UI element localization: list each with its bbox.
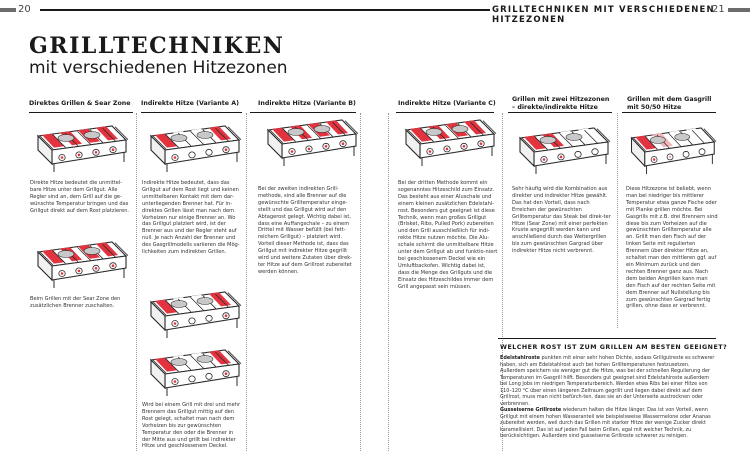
text-sear-zone: Beim Grillen mit der Sear Zone den zusätzlichen Brenner zuschalten. (30, 296, 121, 309)
grill-group (632, 128, 717, 174)
food-piece (566, 134, 582, 141)
info-box-label-2: Gusseiserne Grillroste (500, 407, 562, 413)
knob-indicator (463, 145, 466, 148)
control-knob (206, 373, 212, 379)
page-title: GRILLTECHNIKEN (29, 33, 285, 59)
grill-illustration-indirect-b (260, 112, 360, 170)
food-piece (58, 135, 74, 142)
control-knob (699, 149, 705, 155)
food-piece (650, 137, 665, 144)
knob-indicator (112, 264, 115, 267)
grill-illustration-fifty-fifty (624, 120, 718, 178)
column-rule-1 (29, 112, 133, 113)
grill-illustration-sear (30, 234, 130, 292)
food-piece (84, 132, 100, 139)
header-rule-left (0, 8, 16, 12)
header-rule-right (728, 8, 750, 12)
control-knob (189, 152, 195, 158)
food-piece (452, 126, 468, 133)
control-knob (575, 151, 581, 157)
text-direct: Direkte Hitze bedeutet die unmittel-bare Hitze unter dem Grillgut. Alle Regler sind an, dem Grill auf die ge-wünschte Temperatur bringen und das Grillgut direkt auf dem Rost platzieren. (30, 180, 130, 214)
knob-indicator (543, 158, 546, 161)
knob-indicator (480, 142, 483, 145)
knob-indicator (291, 150, 294, 153)
grill-group (268, 120, 358, 166)
column-separator (246, 113, 247, 451)
control-knob (206, 315, 212, 321)
knob-indicator (78, 270, 81, 273)
knob-indicator (308, 148, 311, 151)
info-box-body-2: wiederum halten die Hitze länger. Das ist von Vorteil, wenn Grillgut mit einem hohen Wasseranteil wie beispielsweise Wassermelone oder Ananas zubereitet werden, weil durch das Grillen mit starker Hitze der wenige Zucker direkt karamellisiert. Das ist auf jeden Fall beim Grillen, egal mit welcher Technik, zu berücksichtigen. Außerdem sind gusseiserne Grillroste schwerer zu reinigen. (500, 407, 711, 439)
page-number-right: 21 (712, 4, 725, 15)
food-piece (171, 359, 187, 366)
knob-indicator (78, 154, 81, 157)
page-header (0, 0, 750, 25)
food-piece (426, 129, 442, 136)
control-knob (189, 376, 195, 382)
grill-illustration-direct (30, 118, 130, 176)
knob-indicator (429, 150, 432, 153)
food-piece (314, 126, 330, 133)
info-box-text (500, 355, 716, 440)
text-fifty-fifty: Diese Hitzezone ist beliebt, wenn man bei niedriger bis mittlerer Temperatur etwa ganze Fische oder mit Planke grillen möchte. Bei Gasgrills mit z.B. drei Brennern sind diese bis zum Vorheizen auf die gewünschten Grilltemperatur alle an. Grillt man den Fisch auf der linken Seite mit regulierten Brennern über direkter Hitze an, schaltet man den mittleren ggf. auf ein Minimum zurück und den rechten Brenner ganz aus. Nach dem beiden Angrillen kann man den Fisch auf der rechten Seite mit dem Brenner auf Nullstellung bis zum gewünschten Gargrad fertig grillen, ohne dass er verbrennt. (626, 186, 718, 310)
knob-indicator (342, 142, 345, 145)
column-rule-6 (622, 112, 716, 113)
column-separator (136, 113, 137, 451)
knob-indicator (95, 151, 98, 154)
grill-group (38, 242, 128, 288)
column-separator (360, 113, 361, 451)
page-subtitle: mit verschiedenen Hitzezonen (29, 58, 288, 78)
control-knob (189, 318, 195, 324)
food-piece (288, 129, 304, 136)
text-two-zones: Sehr häufig wird die Kombination aus direkter und indirekter Hitze gewählt. Das hat den Vorteil, dass nach Erreichen der gewünschten Grilltemperatur das Steak bei direk-ter Hitze (Sear Zone) mit einer perfekten Kruste angegrillt werden kann und anschließend durch das Weitergrillen bis zum gewünschten Gargrad über indirekter Hitze nicht verbrennt. (512, 186, 611, 255)
grill-group (151, 292, 241, 338)
header-rule (40, 9, 490, 11)
text-indirect-c: Bei der dritten Methode kommt ein sogenanntes Hitzeschild zum Einsatz. Das besteht aus einer Aluschale und einem kleinen zusätzlichen Edelstahl-rost. Besonders gut geeignet ist diese Technik, wenn man großes Grillgut (Brisket, Ribs, Pulled Pork) zubereiten und den Grill ausschließlich für indi-rekte Hitze nutzen möchte. Die Alu-schale schirmt die unmittelbare Hitze unter dem Grillgut ab und funktio-niert bei geschlossenem Deckel wie ein Umluftbackofen. Wichtig dabei ist, dass die Menge des Grillguts und die Einsatz des Hitzeschildes immer dem Grill angepasst sein müssen. (398, 180, 498, 290)
food-piece (540, 137, 556, 144)
info-box-label-1: Edelstahlroste (500, 355, 540, 361)
knob-indicator (174, 380, 177, 383)
page-number-left: 20 (18, 4, 31, 15)
column-rule-2 (141, 112, 242, 113)
grill-illustration-indirect-a2 (143, 284, 243, 342)
knob-indicator (61, 272, 64, 275)
column-separator (388, 113, 389, 451)
info-box-title: WELCHER ROST IST ZUM GRILLEN AM BESTEN GEEIGNET? (500, 344, 728, 351)
food-piece (84, 248, 100, 255)
knob-indicator (653, 158, 655, 161)
knob-indicator (174, 156, 177, 159)
food-piece (58, 251, 74, 258)
knob-indicator (325, 145, 328, 148)
column-rule-5 (508, 112, 612, 113)
text-indirect-a: Indirekte Hitze bedeutet, dass das Grillgut auf dem Rost liegt und keinen unmittelbaren Kontakt mit dem dar-unterliegenden Brenner hat. Für in-direktes Grillen lässt man nach dem Vorheizen nur einige Brenner an. Wo das Grillgut platziert wird, ist der Brenner aus und der Regler steht auf null. Je nach Anzahl der Brenner und des Gasgrillmodells variieren die Mög-lichkeiten zum indirekten Grillen. (142, 180, 240, 256)
grill-group (520, 128, 610, 174)
food-piece (675, 134, 690, 141)
grill-group (151, 126, 241, 172)
food-piece (171, 135, 187, 142)
food-piece (197, 132, 213, 139)
food-piece (171, 301, 187, 308)
heading-two-zones: Grillen mit zwei Hitzezonen – direkte/indirekte Hitze (512, 96, 610, 111)
text-indirect-b: Bei der zweiten indirekten Grill-methode, sind alle Brenner auf die gewünschte Grilltemperatur einge-stellt und das Grillgut wird auf den Abtagerost gelegt. Wichtig dabei ist, dass eine Auffangschale – zu einem Drittel mit Wasser befüllt (bei fett-reichem Grillgut) – platziert wird. Vorteil dieser Methode ist, dass das Grillgut mit indirekter Hitze gegrillt wird und weitere Zutaten über direk-ter Hitze auf dem Grillrost zubereitet werden können. (258, 186, 353, 275)
grill-group (406, 120, 496, 166)
heading-indirect-c: Indirekte Hitze (Variante C) (398, 100, 496, 107)
knob-indicator (560, 156, 563, 159)
info-box-paragraph-1 (500, 355, 716, 407)
knob-indicator (95, 267, 98, 270)
grill-illustration-two-zones (512, 120, 612, 178)
heading-indirect-a: Indirekte Hitze (Variante A) (141, 100, 239, 107)
food-piece (197, 356, 213, 363)
knob-indicator (225, 314, 228, 317)
knob-indicator (446, 148, 449, 151)
knob-indicator (669, 156, 671, 159)
knob-indicator (225, 148, 228, 151)
heading-fifty-fifty: Grillen mit dem Gasgrill mit 50/50 Hitze (627, 96, 712, 111)
control-knob (206, 149, 212, 155)
grill-illustration-indirect-c (398, 112, 498, 170)
control-knob (592, 149, 598, 155)
knob-indicator (174, 322, 177, 325)
grill-illustration-indirect-a1 (143, 118, 243, 176)
text-indirect-a-center: Wird bei einem Grill mit drei und mehr Brennern das Grillgut mittig auf den Rost gelegt, schaltet man nach dem Vorheizen bis zur gewünschten Temperatur den oder die Brenner in der Mitte aus und grillt bei indirekter Hitze und geschlossenem Deckel. (142, 402, 241, 450)
grill-group (151, 350, 241, 396)
knob-indicator (61, 156, 64, 159)
column-separator (617, 113, 618, 328)
info-box-body-1: punkten mit einer sehr hohen Dichte, sodass Grillgutreste es schwerer haben, sich am Edelstahlrost auch bei hohen Grilltemperaturen festzusetzen. Außerdem speichern sie weniger gut die Hitze, was bei der schnellen Regulierung der Temperaturen im Gasgrill hilft. Besonders gut geeignet sind Edelstahlroste außerdem bei Long Jobs im niedrigen Temperaturbereich. Werden etwa Ribs bei einer Hitze von 110–120 °C über einen längeren Zeitraum gegrillt und liegen dabei direkt auf dem Grillrost, muss man nicht befürch-ten, dass sie an der Unterseite austrocknen oder verbrennen. (500, 355, 715, 407)
control-knob (683, 151, 689, 157)
info-box-paragraph-2 (500, 407, 716, 440)
food-piece (197, 298, 213, 305)
knob-indicator (225, 372, 228, 375)
grill-group (38, 126, 128, 172)
heading-direct: Direktes Grillen & Sear Zone (29, 100, 131, 107)
running-title: GRILLTECHNIKEN MIT VERSCHIEDENEN HITZEZONEN (492, 5, 715, 25)
heading-indirect-b: Indirekte Hitze (Variante B) (258, 100, 356, 107)
knob-indicator (112, 148, 115, 151)
grill-illustration-indirect-a3 (143, 342, 243, 400)
